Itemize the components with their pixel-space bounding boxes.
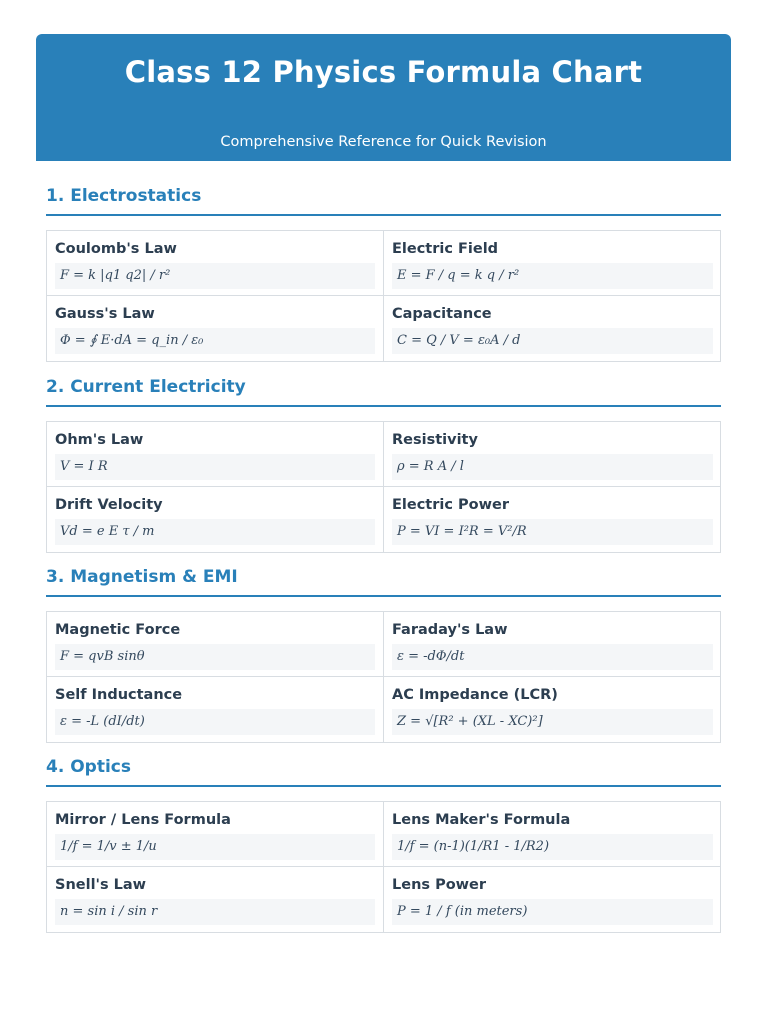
formula-card: [384, 677, 721, 742]
formula-name: AC Impedance (LCR): [392, 687, 558, 703]
formula-expression: P = 1 / f (in meters): [392, 899, 713, 925]
formula-grid: [46, 230, 721, 362]
formula-expression: Φ = ∮ E·dA = q_in / ε₀: [55, 328, 375, 354]
formula-card: [47, 867, 384, 932]
formula-name: Mirror / Lens Formula: [55, 812, 231, 828]
section-optics: [46, 754, 721, 933]
formula-name: Drift Velocity: [55, 497, 163, 513]
formula-card: [384, 612, 721, 677]
section-current-electricity: [46, 374, 721, 553]
formula-name: Snell's Law: [55, 877, 147, 893]
formula-name: Ohm's Law: [55, 432, 144, 448]
formula-expression: C = Q / V = ε₀A / d: [392, 328, 713, 354]
section-title: 4. Optics: [46, 754, 721, 787]
formula-card: [384, 487, 721, 552]
page-title: Class 12 Physics Formula Chart: [124, 55, 643, 89]
formula-name: Magnetic Force: [55, 622, 181, 638]
formula-grid: [46, 611, 721, 743]
section-title: 2. Current Electricity: [46, 374, 721, 407]
formula-expression: ε = -L (dI/dt): [55, 709, 375, 735]
formula-name: Self Inductance: [55, 687, 183, 703]
formula-name: Electric Power: [392, 497, 509, 513]
section-title: 3. Magnetism & EMI: [46, 564, 721, 597]
formula-card: [384, 231, 721, 296]
formula-name: Gauss's Law: [55, 306, 155, 322]
formula-expression: ε = -dΦ/dt: [392, 644, 713, 670]
formula-expression: 1/f = 1/v ± 1/u: [55, 834, 375, 860]
formula-expression: Vd = e E τ / m: [55, 519, 375, 545]
formula-card: [47, 296, 384, 361]
section-title: 1. Electrostatics: [46, 183, 721, 216]
page-subtitle: Comprehensive Reference for Quick Revision: [220, 134, 547, 150]
formula-name: Faraday's Law: [392, 622, 508, 638]
formula-expression: F = qvB sinθ: [55, 644, 375, 670]
formula-card: [384, 802, 721, 867]
formula-expression: 1/f = (n-1)(1/R1 - 1/R2): [392, 834, 713, 860]
formula-grid: [46, 421, 721, 553]
formula-card: [384, 296, 721, 361]
formula-card: [47, 231, 384, 296]
formula-expression: F = k |q1 q2| / r²: [55, 263, 375, 289]
formula-expression: P = VI = I²R = V²/R: [392, 519, 713, 545]
formula-name: Coulomb's Law: [55, 241, 177, 257]
formula-name: Resistivity: [392, 432, 478, 448]
formula-expression: E = F / q = k q / r²: [392, 263, 713, 289]
formula-card: [47, 487, 384, 552]
section-magnetism-emi: [46, 564, 721, 743]
formula-name: Lens Maker's Formula: [392, 812, 571, 828]
formula-expression: V = I R: [55, 454, 375, 480]
formula-expression: n = sin i / sin r: [55, 899, 375, 925]
page-header: [36, 34, 731, 161]
formula-name: Lens Power: [392, 877, 487, 893]
section-electrostatics: [46, 183, 721, 362]
formula-name: Electric Field: [392, 241, 499, 257]
formula-card: [384, 422, 721, 487]
formula-card: [47, 422, 384, 487]
formula-grid: [46, 801, 721, 933]
formula-card: [47, 612, 384, 677]
formula-card: [47, 802, 384, 867]
formula-card: [384, 867, 721, 932]
formula-card: [47, 677, 384, 742]
formula-expression: Z = √[R² + (XL - XC)²]: [392, 709, 713, 735]
formula-expression: ρ = R A / l: [392, 454, 713, 480]
formula-name: Capacitance: [392, 306, 492, 322]
